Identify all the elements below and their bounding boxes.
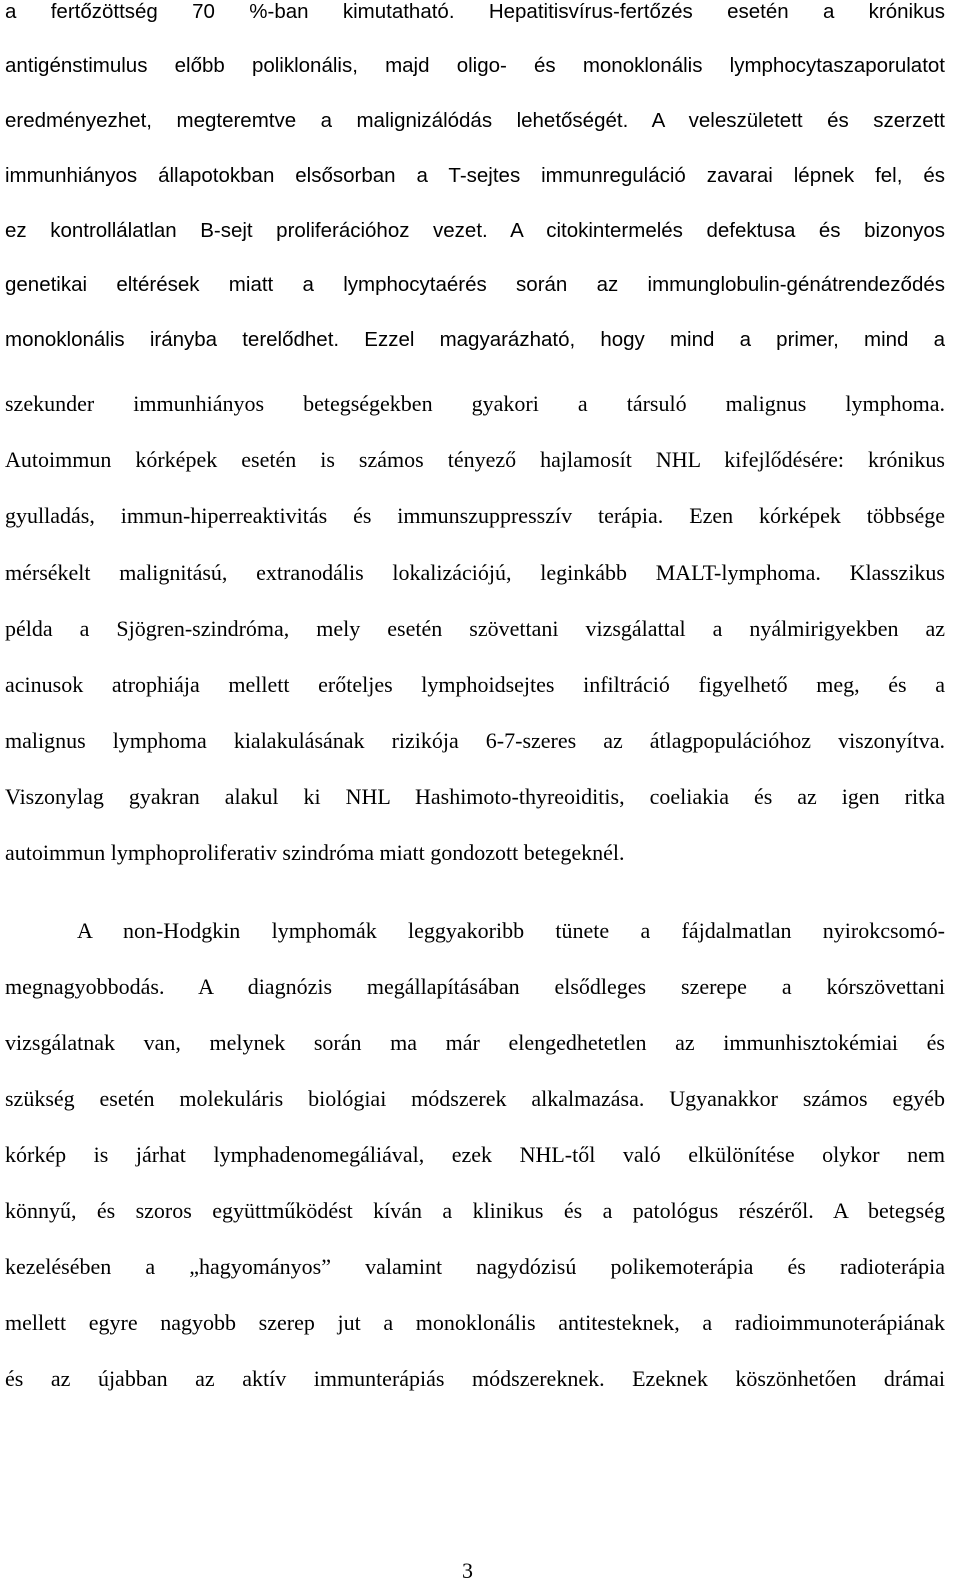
text-line-4: immunhiányos állapotokban elsősorban a T-sejtes immunreguláció zavarai lépnek fel, és: [5, 164, 945, 187]
text-line-21: kórkép is járhat lymphadenomegáliával, ezek NHL-től való elkülönítése olykor nem: [5, 1142, 945, 1167]
text-line-16: autoimmun lymphoproliferativ szindróma miatt gondozott betegeknél.: [5, 840, 625, 865]
text-line-18: megnagyobbodás. A diagnózis megállapításában elsődleges szerepe a kórszövettani: [5, 974, 945, 999]
text-line-7: monoklonális irányba terelődhet. Ezzel magyarázható, hogy mind a primer, mind a: [5, 328, 945, 351]
text-line-2: antigénstimulus előbb poliklonális, majd oligo- és monoklonális lymphocytaszaporulatot: [5, 54, 945, 77]
text-line-1: a fertőzöttség 70 %-ban kimutatható. Hepatitisvírus-fertőzés esetén a krónikus: [5, 0, 945, 23]
text-line-25: és az újabban az aktív immunterápiás módszereknek. Ezeknek köszönhetően drámai: [5, 1366, 945, 1391]
page-number: 3: [462, 1558, 473, 1583]
text-line-9: Autoimmun kórképek esetén is számos tényező hajlamosít NHL kifejlődésére: krónikus: [5, 447, 945, 472]
text-line-11: mérsékelt malignitású, extranodális lokalizációjú, leginkább MALT-lymphoma. Klasszikus: [5, 560, 945, 585]
text-line-13: acinusok atrophiája mellett erőteljes lymphoidsejtes infiltráció figyelhető meg, és a: [5, 672, 945, 697]
text-line-12: példa a Sjögren-szindróma, mely esetén szövettani vizsgálattal a nyálmirigyekben az: [5, 616, 945, 641]
text-line-15: Viszonylag gyakran alakul ki NHL Hashimoto-thyreoiditis, coeliakia és az igen ritka: [5, 784, 945, 809]
text-line-3: eredményezhet, megteremtve a malignizálódás lehetőségét. A veleszületett és szerzett: [5, 109, 945, 132]
text-line-5: ez kontrollálatlan B-sejt proliferációhoz vezet. A citokintermelés defektusa és bizonyos: [5, 219, 945, 242]
text-line-20: szükség esetén molekuláris biológiai módszerek alkalmazása. Ugyanakkor számos egyéb: [5, 1086, 945, 1111]
text-line-24: mellett egyre nagyobb szerep jut a monoklonális antitesteknek, a radioimmunoterápiának: [5, 1310, 945, 1335]
text-line-8: szekunder immunhiányos betegségekben gyakori a társuló malignus lymphoma.: [5, 391, 945, 416]
text-line-17: A non-Hodgkin lymphomák leggyakoribb tünete a fájdalmatlan nyirokcsomó-: [77, 918, 945, 943]
text-line-22: könnyű, és szoros együttműködést kíván a klinikus és a patológus részéről. A betegség: [5, 1198, 945, 1223]
text-line-23: kezelésében a „hagyományos” valamint nagydózisú polikemoterápia és radioterápia: [5, 1254, 945, 1279]
text-line-10: gyulladás, immun-hiperreaktivitás és immunszuppresszív terápia. Ezen kórképek többsége: [5, 503, 945, 528]
text-line-14: malignus lymphoma kialakulásának rizikója 6-7-szeres az átlagpopulációhoz viszonyítva.: [5, 728, 945, 753]
text-line-19: vizsgálatnak van, melynek során ma már elengedhetetlen az immunhisztokémiai és: [5, 1030, 945, 1055]
text-line-6: genetikai eltérések miatt a lymphocytaérés során az immunglobulin-génátrendeződés: [5, 273, 945, 296]
